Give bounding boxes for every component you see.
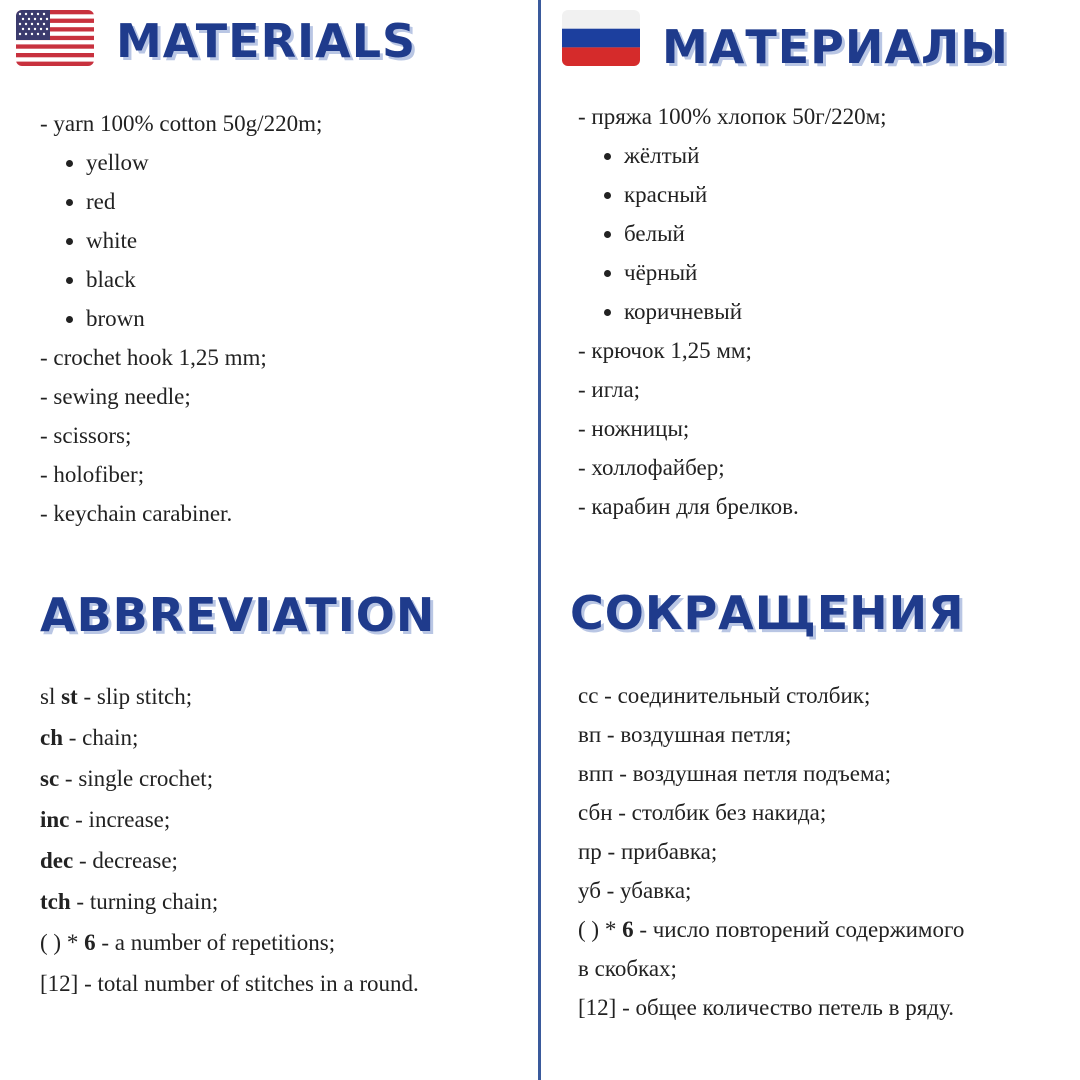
material-item: - ножницы; (578, 416, 690, 441)
abbreviation-item (40, 840, 419, 881)
material-item: - крючок 1,25 мм; (578, 338, 752, 363)
abbreviation-item (40, 922, 419, 963)
abbreviation-pre: впп - воздушная петля подъема; (578, 761, 892, 786)
abbreviation-item (40, 799, 419, 840)
abbreviation-term: 6 (84, 930, 96, 955)
material-item: - crochet hook 1,25 mm; (40, 345, 267, 370)
material-color-item: жёлтый (578, 136, 887, 175)
abbreviation-item (40, 717, 419, 758)
abbreviation-pre: пр - прибавка; (578, 839, 718, 864)
material-color-item: brown (40, 299, 322, 338)
abbreviation-term: st (61, 684, 78, 709)
abbreviation-item (578, 676, 964, 715)
abbreviation-item (40, 676, 419, 717)
material-item: - scissors; (40, 423, 132, 448)
abbreviation-item (578, 871, 964, 910)
material-color-item: yellow (40, 143, 322, 182)
column-divider (538, 0, 541, 1080)
abbreviation-pre: вп - воздушная петля; (578, 722, 792, 747)
abbreviation-pre: сбн - столбик без накида; (578, 800, 827, 825)
abbreviation-term: tch (40, 889, 71, 914)
abbreviation-desc: - chain; (63, 725, 139, 750)
material-color-item: red (40, 182, 322, 221)
materials-heading-ru: МАТЕРИАЛЫ (662, 20, 1009, 74)
abbreviation-pre: ( ) * (40, 930, 85, 955)
abbreviation-desc: - decrease; (73, 848, 178, 873)
abbreviation-item (578, 793, 964, 832)
abbreviation-pre: сс - соединительный столбик; (578, 683, 871, 708)
material-color-item: красный (578, 175, 887, 214)
material-color-item: белый (578, 214, 887, 253)
material-color-item: black (40, 260, 322, 299)
abbreviation-pre: sl (40, 684, 62, 709)
material-item: - игла; (578, 377, 641, 402)
abbreviation-pre: уб - убавка; (578, 878, 692, 903)
abbreviation-term: sc (40, 766, 60, 791)
abbreviation-term: ch (40, 725, 63, 750)
abbreviation-term: dec (40, 848, 74, 873)
abbreviation-desc: - increase; (69, 807, 171, 832)
material-color-item: чёрный (578, 253, 887, 292)
material-item: - sewing needle; (40, 384, 191, 409)
abbreviation-item (40, 758, 419, 799)
abbreviation-pre: [12] - total number of stitches in a round. (40, 971, 419, 996)
russia-flag-icon (562, 10, 640, 66)
abbreviation-pre: в скобках; (578, 956, 677, 981)
abbreviation-desc: - число повторений содержимого (633, 917, 965, 942)
abbreviation-desc: - a number of repetitions; (95, 930, 336, 955)
abbreviation-item (578, 754, 964, 793)
abbreviation-item (578, 715, 964, 754)
abbreviation-term: inc (40, 807, 70, 832)
abbreviation-heading-en: ABBREVIATION (40, 588, 436, 642)
material-item: - карабин для брелков. (578, 494, 799, 519)
abbreviation-list-ru (578, 676, 964, 1027)
abbreviation-item (578, 988, 964, 1027)
abbreviation-item (40, 963, 419, 1004)
material-item: - yarn 100% cotton 50g/220m; (40, 111, 323, 136)
abbreviation-term: 6 (622, 917, 634, 942)
abbreviation-list-en (40, 676, 419, 1004)
material-item: - холлофайбер; (578, 455, 725, 480)
us-flag-icon (16, 10, 94, 66)
abbreviation-desc: - slip stitch; (77, 684, 193, 709)
abbreviation-heading-ru: СОКРАЩЕНИЯ (570, 586, 965, 640)
abbreviation-desc: - single crochet; (59, 766, 214, 791)
abbreviation-desc: - turning chain; (70, 889, 219, 914)
material-item: - пряжа 100% хлопок 50г/220м; (578, 104, 887, 129)
material-color-item: white (40, 221, 322, 260)
material-color-item: коричневый (578, 292, 887, 331)
abbreviation-item (578, 949, 964, 988)
abbreviation-item (578, 910, 964, 949)
abbreviation-pre: ( ) * (578, 917, 623, 942)
abbreviation-pre: [12] - общее количество петель в ряду. (578, 995, 954, 1020)
materials-heading-en: MATERIALS (116, 14, 417, 68)
material-item: - holofiber; (40, 462, 145, 487)
materials-list-ru (578, 97, 887, 526)
material-item: - keychain carabiner. (40, 501, 233, 526)
abbreviation-item (578, 832, 964, 871)
materials-list-en (40, 104, 322, 533)
abbreviation-item (40, 881, 419, 922)
